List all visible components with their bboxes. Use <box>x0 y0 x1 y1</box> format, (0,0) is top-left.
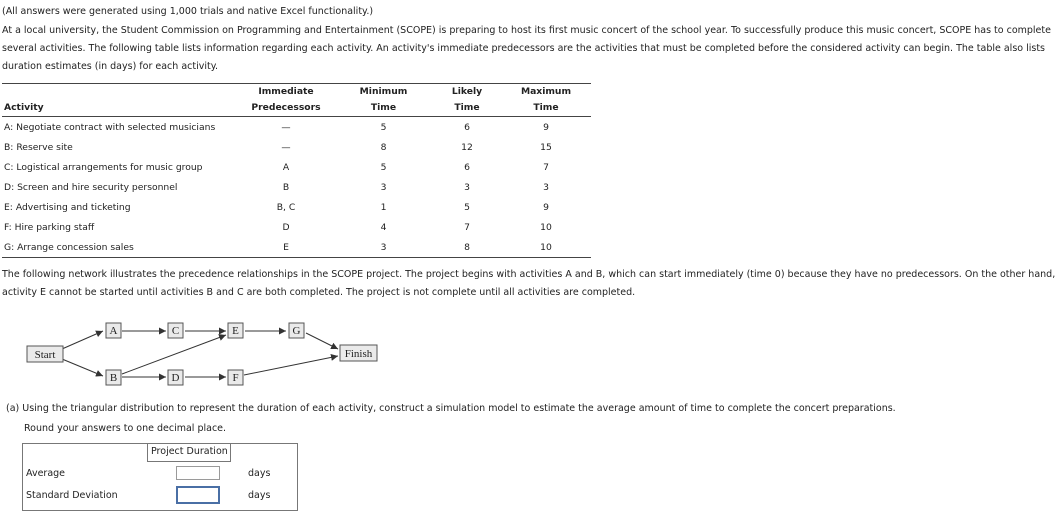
cell-likely: 6 <box>464 121 470 133</box>
node-start-label: Start <box>34 349 56 361</box>
cell-max: 9 <box>543 201 549 213</box>
cell-activity: A: Negotiate contract with selected musicians <box>4 121 216 133</box>
cell-max: 9 <box>543 121 549 133</box>
cell-activity: B: Reserve site <box>4 141 73 153</box>
cell-activity: D: Screen and hire security personnel <box>4 181 178 193</box>
cell-likely: 3 <box>464 181 470 193</box>
arrow-start-a <box>62 331 103 349</box>
table-row <box>2 137 591 157</box>
activity-table <box>2 83 591 258</box>
arrow-b-e <box>122 335 226 374</box>
cell-min: 5 <box>380 121 387 133</box>
cell-pred: — <box>281 121 291 133</box>
table-row <box>2 237 591 258</box>
cell-min: 3 <box>380 241 387 253</box>
header-likely-line1: Likely <box>451 86 483 97</box>
cell-likely: 12 <box>461 141 473 153</box>
node-d <box>168 370 183 385</box>
average-label: Average <box>26 468 66 479</box>
cell-max: 3 <box>543 181 549 193</box>
table-row <box>2 217 591 237</box>
network-description: The following network illustrates the precedence relationships in the SCOPE project. The project begins with activities A and B, which can start immediately (time 0) because they have no predecessors. On the other hand, activity E cannot be started until activities B and C are both completed. The project is not complete until all activities are completed. <box>2 269 1056 298</box>
node-d-label: D <box>171 372 180 384</box>
std-dev-input[interactable] <box>176 486 220 504</box>
header-pred-line1: Immediate <box>258 86 314 97</box>
node-finish-label: Finish <box>344 348 373 360</box>
cell-max: 15 <box>540 141 552 153</box>
average-unit: days <box>248 468 271 479</box>
cell-pred: D <box>282 221 290 233</box>
arrow-start-b <box>62 359 103 376</box>
arrow-g-finish <box>306 333 338 349</box>
average-input[interactable] <box>176 466 220 480</box>
header-likely-line2: Time <box>433 100 501 117</box>
header-min-line1: Minimum <box>359 86 408 97</box>
intro-note: (All answers were generated using 1,000 trials and native Excel functionality.) <box>2 6 374 17</box>
table-header-row-1 <box>2 84 591 101</box>
table-row <box>2 177 591 197</box>
node-g-label: G <box>292 325 301 337</box>
cell-activity: E: Advertising and ticketing <box>4 201 131 213</box>
node-a <box>106 323 121 338</box>
header-max-line2: Time <box>501 100 591 117</box>
rounding-note: Round your answers to one decimal place. <box>24 423 227 434</box>
cell-likely: 7 <box>464 221 470 233</box>
cell-pred: A <box>282 161 290 173</box>
node-c <box>168 323 183 338</box>
table-row <box>2 157 591 177</box>
header-max-line1: Maximum <box>520 86 572 97</box>
part-a-question: (a) Using the triangular distribution to represent the duration of each activity, construct a simulation model to estimate the average amount of time to complete the concert preparations. <box>6 403 896 414</box>
cell-likely: 8 <box>464 241 470 253</box>
header-blank <box>2 84 238 101</box>
cell-pred: B, C <box>276 201 296 213</box>
cell-pred: — <box>281 141 291 153</box>
cell-min: 3 <box>380 181 387 193</box>
node-b-label: B <box>109 372 118 384</box>
cell-min: 4 <box>380 221 387 233</box>
cell-activity: F: Hire parking staff <box>4 221 95 233</box>
table-header-row-2 <box>2 100 591 117</box>
cell-activity: C: Logistical arrangements for music group <box>4 161 203 173</box>
node-b <box>106 370 121 385</box>
node-start <box>27 346 63 362</box>
table-row <box>2 197 591 217</box>
node-finish <box>340 345 377 361</box>
cell-min: 5 <box>380 161 387 173</box>
cell-pred: E <box>283 241 289 253</box>
header-pred-line2: Predecessors <box>238 100 334 117</box>
cell-likely: 5 <box>464 201 470 213</box>
table-row <box>2 117 591 138</box>
cell-max: 10 <box>540 221 552 233</box>
header-min-line2: Time <box>334 100 433 117</box>
node-e-label: E <box>232 325 239 337</box>
arrow-f-finish <box>244 356 338 375</box>
node-e <box>228 323 243 338</box>
node-g <box>289 323 304 338</box>
header-activity: Activity <box>2 100 238 117</box>
cell-likely: 6 <box>464 161 470 173</box>
network-diagram <box>25 318 385 390</box>
cell-max: 7 <box>543 161 549 173</box>
std-dev-unit: days <box>248 490 271 501</box>
cell-max: 10 <box>540 241 552 253</box>
cell-activity: G: Arrange concession sales <box>4 241 134 253</box>
node-c-label: C <box>171 325 180 337</box>
cell-min: 1 <box>380 201 387 213</box>
node-f <box>228 370 243 385</box>
std-dev-label: Standard Deviation <box>26 490 118 501</box>
node-f-label: F <box>232 372 239 384</box>
answer-table <box>22 443 298 511</box>
node-a-label: A <box>109 325 118 337</box>
cell-pred: B <box>282 181 290 193</box>
project-duration-header: Project Duration <box>147 444 231 462</box>
intro-description: At a local university, the Student Commission on Programming and Entertainment (SCOPE) is preparing to host its first music concert of the school year. To successfully produce this music concert, SCOPE has to complete several activities. The following table lists information regarding each activity. An activity's immediate predecessors are the activities that must be completed before the considered activity can begin. The table also lists duration estimates (in days) for each activity. <box>2 25 1051 72</box>
cell-min: 8 <box>380 141 387 153</box>
